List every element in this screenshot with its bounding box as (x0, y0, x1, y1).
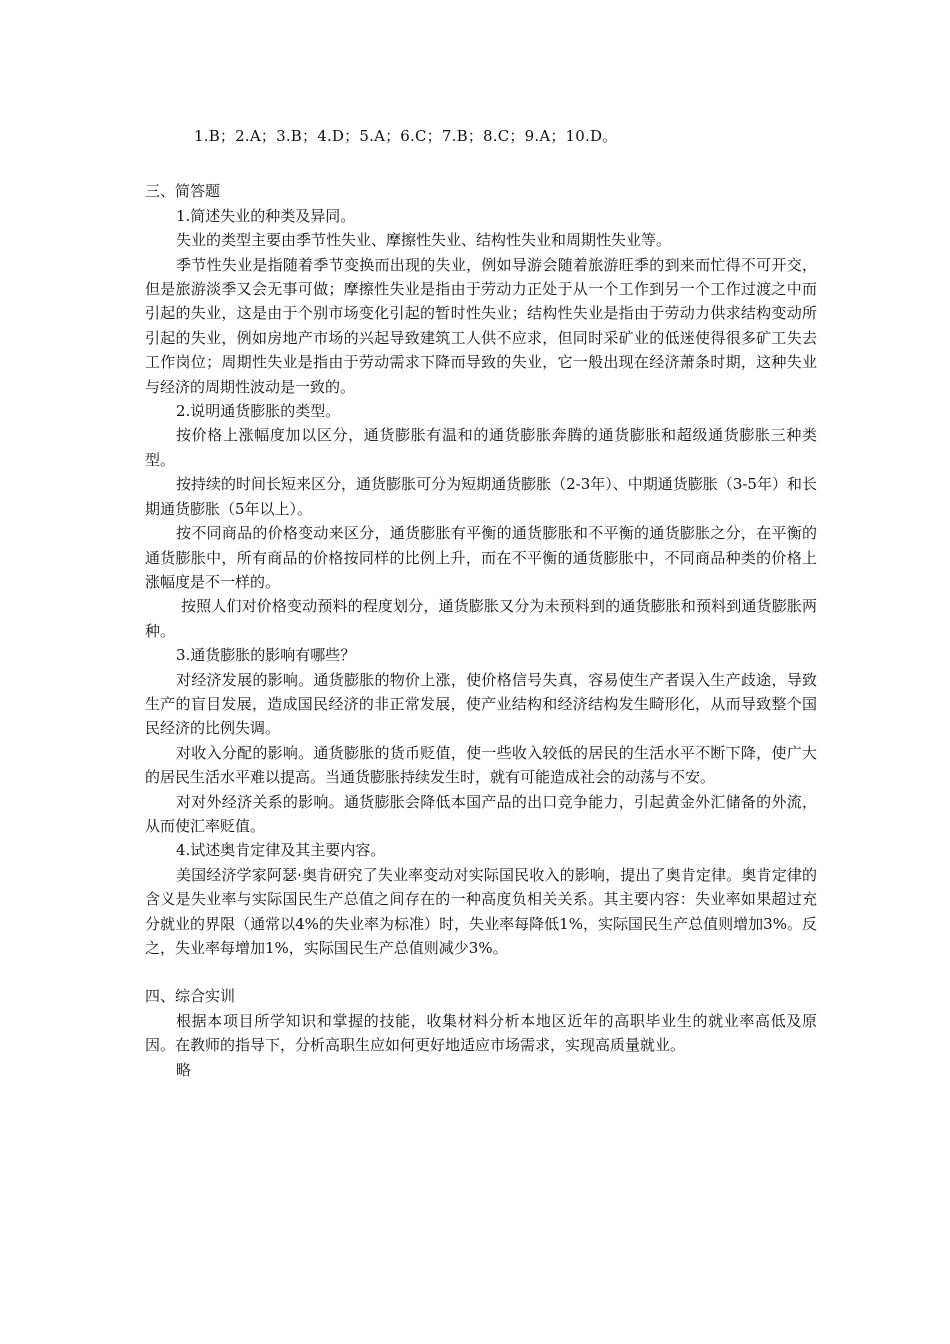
training-paragraph-omitted: 略 (176, 1060, 192, 1079)
question-3-title: 3.通货膨胀的影响有哪些？ (176, 646, 356, 665)
multiple-choice-answers: 1.B；2.A；3.B；4.D；5.A；6.C；7.B；8.C；9.A；10.D。 (194, 127, 618, 145)
section-heading-short-answer: 三、简答题 (145, 182, 221, 201)
answer-paragraph: 失业的类型主要由季节性失业、摩擦性失业、结构性失业和周期性失业等。 (176, 231, 672, 250)
answer-paragraph: 按价格上涨幅度加以区分，通货膨胀有温和的通货膨胀奔腾的通货膨胀和超级通货膨胀三种类型。 (145, 426, 817, 469)
answer-paragraph: 按照人们对价格变动预料的程度划分，通货膨胀又分为未预料到的通货膨胀和预料到通货膨胀两种。 (145, 597, 817, 640)
answer-paragraph: 对经济发展的影响。通货膨胀的物价上涨，使价格信号失真，容易使生产者误入生产歧途，导致生产的盲目发展，造成国民经济的非正常发展，使产业结构和经济结构发生畸形化，从而导致整个国民经济的比例失调。 (145, 670, 817, 738)
document-body (145, 124, 817, 1082)
answer-paragraph: 对对外经济关系的影响。通货膨胀会降低本国产品的出口竞争能力，引起黄金外汇储备的外流，从而使汇率贬值。 (145, 792, 817, 835)
section-heading-comprehensive-training: 四、综合实训 (145, 987, 236, 1006)
question-1-title: 1.简述失业的种类及异同。 (176, 206, 356, 225)
question-2-title: 2.说明通货膨胀的类型。 (176, 402, 341, 421)
training-paragraph: 根据本项目所学知识和掌握的技能，收集材料分析本地区近年的高职毕业生的就业率高低及原因。在教师的指导下，分析高职生应如何更好地适应市场需求，实现高质量就业。 (145, 1011, 817, 1055)
question-4-title: 4.试述奥肯定律及其主要内容。 (176, 841, 386, 860)
section-spacer (145, 960, 817, 984)
answer-paragraph: 美国经济学家阿瑟·奥肯研究了失业率变动对实际国民收入的影响，提出了奥肯定律。奥肯定律的含义是失业率与实际国民生产总值之间存在的一种高度负相关关系。其主要内容：失业率如果超过充分就业的界限（通常以4%的失业率为标准）时，失业率每降低1%，实际国民生产总值则增加3%。反之，失业率每增加1%，实际国民生产总值则减少3%。 (145, 865, 817, 957)
answer-paragraph: 按持续的时间长短来区分，通货膨胀可分为短期通货膨胀（2-3年）、中期通货膨胀（3-5年）和长期通货膨胀（5年以上）。 (145, 475, 817, 518)
answer-paragraph: 对收入分配的影响。通货膨胀的货币贬值，使一些收入较低的居民的生活水平不断下降，使广大的居民生活水平难以提高。当通货膨胀持续发生时，就有可能造成社会的动荡与不安。 (145, 743, 817, 787)
answer-paragraph: 按不同商品的价格变动来区分，通货膨胀有平衡的通货膨胀和不平衡的通货膨胀之分，在平衡的通货膨胀中，所有商品的价格按同样的比例上升，而在不平衡的通货膨胀中，不同商品种类的价格上涨幅度是不一样的。 (145, 524, 817, 591)
answer-paragraph: 季节性失业是指随着季节变换而出现的失业，例如导游会随着旅游旺季的到来而忙得不可开交，但是旅游淡季又会无事可做；摩擦性失业是指由于劳动力正处于从一个工作到另一个工作过渡之中而引起的失业，这是由于个别市场变化引起的暂时性失业；结构性失业是指由于劳动力供求结构变动所引起的失业，例如房地产市场的兴起导致建筑工人供不应求，但同时采矿业的低迷使得很多矿工失去工作岗位；周期性失业是指由于劳动需求下降而导致的失业，它一般出现在经济萧条时期，这种失业与经济的周期性波动是一致的。 (145, 255, 817, 396)
